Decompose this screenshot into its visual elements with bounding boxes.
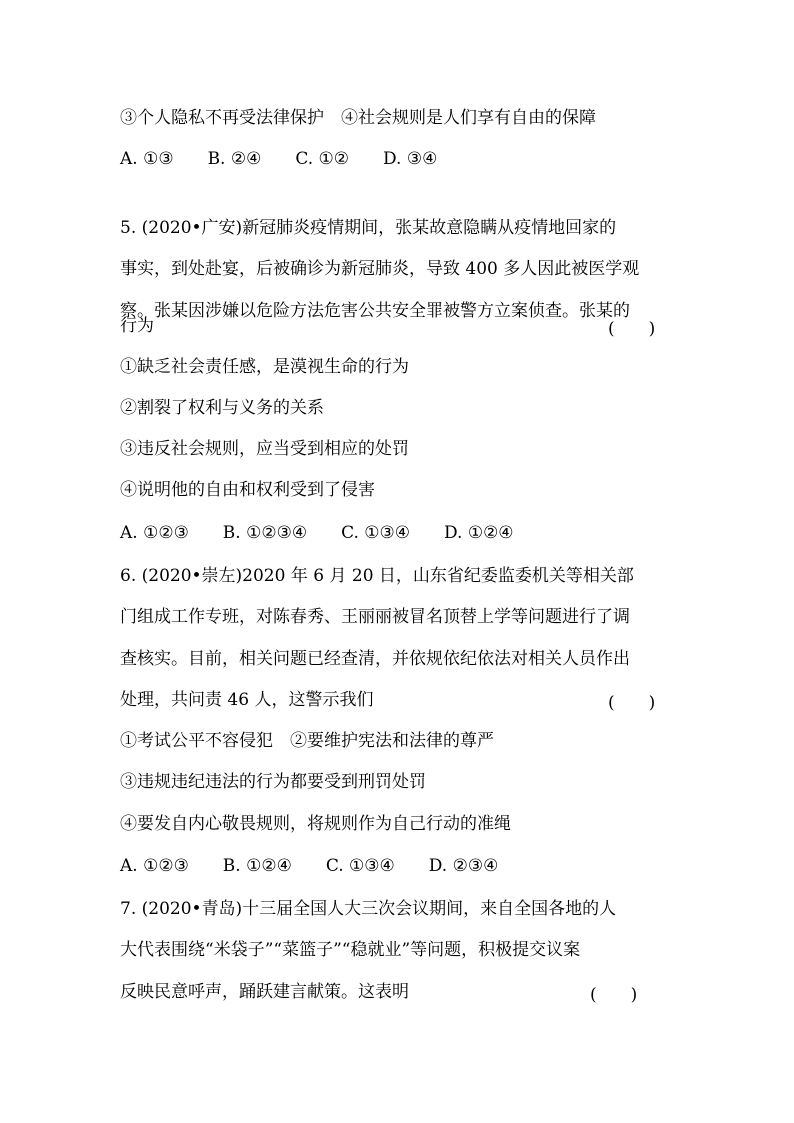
q5-stem-line4: 行为	[120, 316, 154, 336]
q5-option-1: ①缺乏社会责任感，是漠视生命的行为	[120, 357, 409, 377]
q6-stem-line3: 查核实。目前，相关问题已经查清，并依规依纪依法对相关人员作出	[120, 649, 630, 669]
q5-answer-blank: ( )	[608, 319, 656, 339]
q6-stem-line1: 6. (2020•崇左)2020 年 6 月 20 日，山东省纪委监委机关等相关部	[120, 566, 634, 586]
q4-options-34: ③个人隐私不再受法律保护 ④社会规则是人们享有自由的保障	[120, 108, 596, 128]
q6-stem-line4: 处理，共问责 46 人，这警示我们	[120, 690, 374, 710]
q6-option-12: ①考试公平不容侵犯 ②要维护宪法和法律的尊严	[120, 731, 494, 751]
q6-option-4: ④要发自内心敬畏规则，将规则作为自己行动的准绳	[120, 814, 511, 834]
q6-stem-line2: 门组成工作专班，对陈春秀、王丽丽被冒名顶替上学等问题进行了调	[120, 607, 630, 627]
q5-stem-line2: 事实，到处赴宴，后被确诊为新冠肺炎，导致 400 多人因此被医学观	[120, 259, 640, 279]
q6-answer-blank: ( )	[608, 693, 656, 713]
q4-choices: A. ①③ B. ②④ C. ①② D. ③④	[120, 149, 438, 169]
q6-choices: A. ①②③ B. ①②④ C. ①③④ D. ②③④	[120, 856, 499, 876]
q5-stem-line3: 察。张某因涉嫌以危险方法危害公共安全罪被警方立案侦查。张某的	[120, 301, 630, 321]
q7-answer-blank: ( )	[590, 985, 638, 1005]
q7-stem-line1: 7. (2020•青岛)十三届全国人大三次会议期间，来自全国各地的人	[120, 899, 617, 919]
q5-option-2: ②割裂了权利与义务的关系	[120, 398, 324, 418]
q5-option-3: ③违反社会规则，应当受到相应的处罚	[120, 439, 409, 459]
q7-stem-line3: 反映民意呼声，踊跃建言献策。这表明	[120, 982, 409, 1002]
q5-option-4: ④说明他的自由和权利受到了侵害	[120, 480, 375, 500]
q5-choices: A. ①②③ B. ①②③④ C. ①③④ D. ①②④	[120, 523, 514, 543]
q5-stem-line1: 5. (2020•广安)新冠肺炎疫情期间，张某故意隐瞒从疫情地回家的	[120, 218, 617, 238]
q7-stem-line2: 大代表围绕“米袋子”“菜篮子”“稳就业”等问题，积极提交议案	[120, 940, 581, 960]
q6-option-3: ③违规违纪违法的行为都要受到刑罚处罚	[120, 772, 426, 792]
